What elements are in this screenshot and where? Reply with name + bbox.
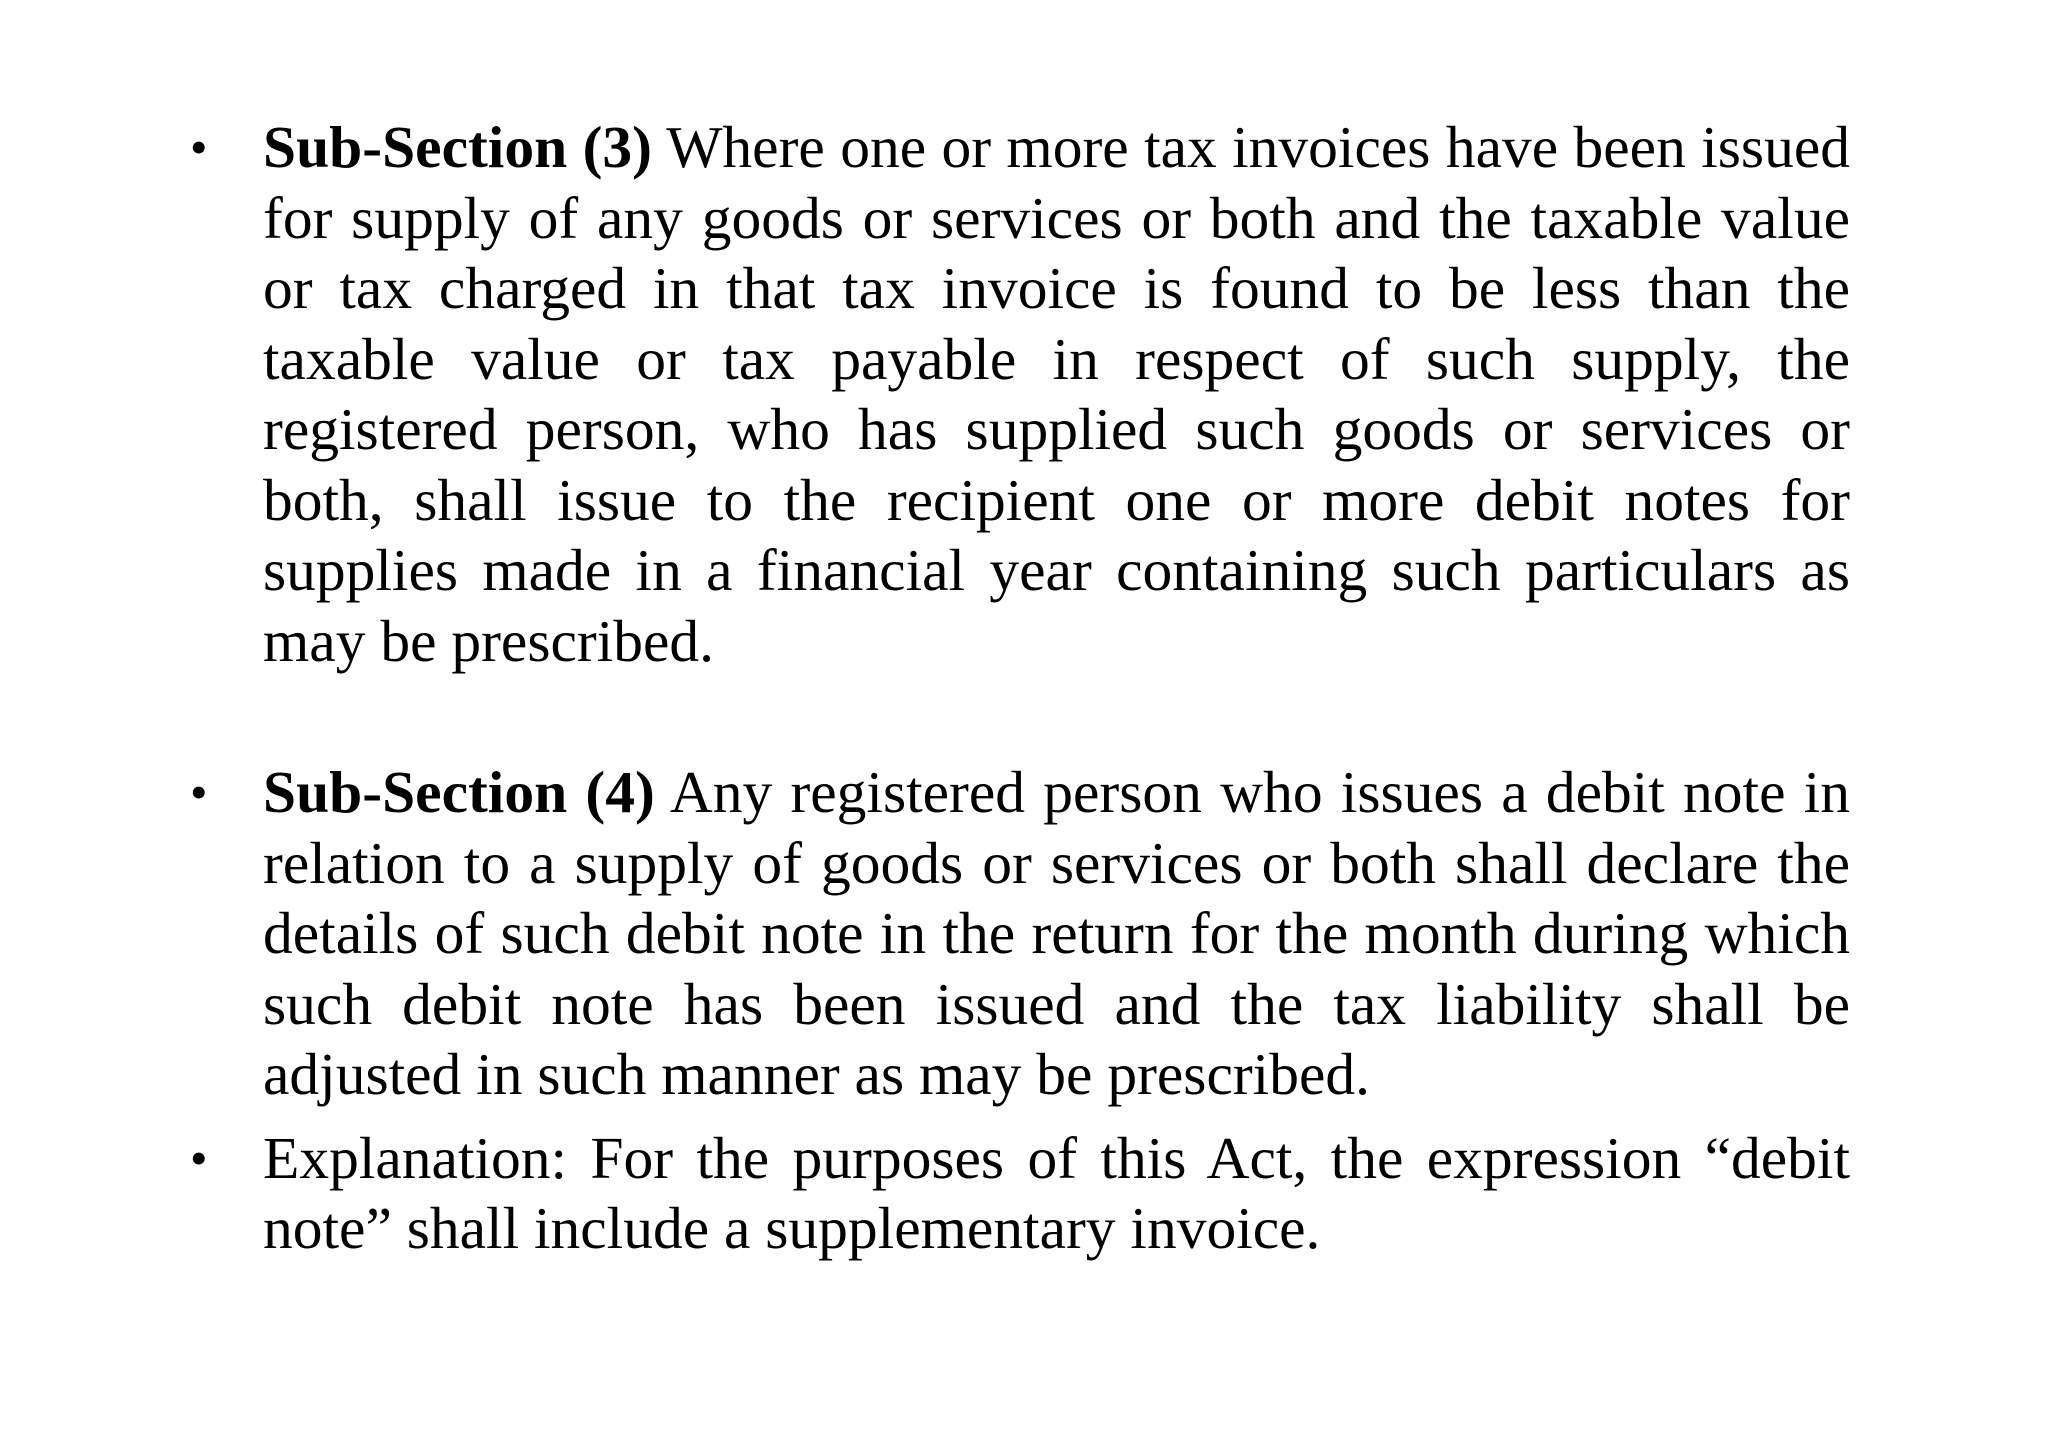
- bullet-explanation: [190, 1123, 1850, 1264]
- bullet-text: Any registered person who issues a debit note in relation to a supply of goods or services or both shall declare the details of such debit note in the return for the month during which such debit note has been issued and the tax liability shall be adjusted in such manner as may be prescribed.: [263, 759, 1850, 1107]
- bullet-text: Where one or more tax invoices have been issued for supply of any goods or services or both and the taxable value or tax charged in that tax invoice is found to be less than the taxable value or tax payable in respect of such supply, the registered person, who has supplied such goods or services or both, shall issue to the recipient one or more debit notes for supplies made in a financial year containing such particulars as may be prescribed.: [263, 114, 1850, 674]
- bullet-sub-section-4: [190, 757, 1850, 1110]
- bullet-marker: •: [190, 764, 208, 820]
- bullet-sub-section-3: [190, 112, 1850, 676]
- bullet-marker: •: [190, 119, 208, 175]
- bullet-list: [190, 112, 1850, 1264]
- bullet-text: Explanation: For the purposes of this Act, the expression “debit note” shall include a supplementary invoice.: [263, 1124, 1850, 1261]
- bullet-heading: Sub-Section (4): [263, 759, 655, 825]
- bullet-heading: Sub-Section (3): [263, 114, 652, 180]
- bullet-marker: •: [190, 1129, 208, 1186]
